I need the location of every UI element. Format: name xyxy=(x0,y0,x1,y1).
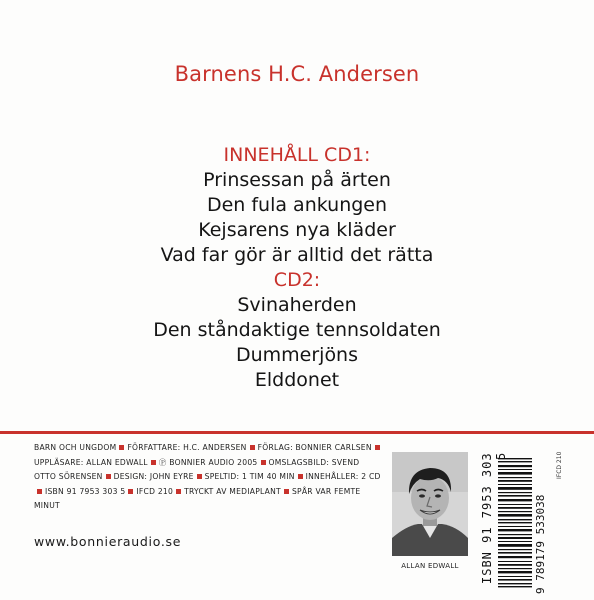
credit-item: ISBN 91 7953 303 5 xyxy=(45,486,126,496)
square-bullet-icon xyxy=(119,445,124,450)
track-item: Vad far gör är alltid det rätta xyxy=(160,244,434,266)
narrator-photo xyxy=(392,452,468,556)
credit-item: SPELTID: 1 TIM 40 MIN xyxy=(204,472,295,481)
album-title: Barnens H.C. Andersen xyxy=(174,62,420,86)
credit-item: DESIGN: JOHN EYRE xyxy=(113,472,194,481)
track-item: Den ståndaktige tennsoldaten xyxy=(153,319,441,341)
side-catalog-code: IFCD 210 xyxy=(556,452,563,480)
square-bullet-icon xyxy=(128,489,133,494)
square-bullet-icon xyxy=(106,474,111,479)
cd1-heading: INNEHÅLL CD1: xyxy=(223,144,371,166)
credit-item: FÖRFATTARE: H.C. ANDERSEN xyxy=(127,443,247,452)
credit-item: TRYCKT AV MEDIAPLANT xyxy=(184,486,281,496)
credit-item: OMSLAGSBILD: SVEND OTTO SÖRENSEN xyxy=(34,457,360,481)
website-url: www.bonnieraudio.se xyxy=(34,534,182,549)
credit-item: UPPLÄSARE: ALLAN EDWALL xyxy=(34,457,148,467)
red-divider xyxy=(0,431,594,434)
square-bullet-icon xyxy=(250,445,255,450)
credit-item: INNEHÅLLER: 2 CD xyxy=(305,472,381,481)
track-item: Kejsarens nya kläder xyxy=(198,219,396,241)
track-listing xyxy=(0,143,594,393)
portrait-image-icon xyxy=(392,452,468,556)
track-item: Prinsessan på ärten xyxy=(203,169,391,191)
square-bullet-icon xyxy=(284,489,289,494)
cd2-heading: CD2: xyxy=(273,269,321,291)
track-item: Svinaherden xyxy=(237,294,357,316)
square-bullet-icon xyxy=(176,489,181,494)
track-item: Elddonet xyxy=(254,369,340,391)
track-item: Dummerjöns xyxy=(235,344,359,366)
square-bullet-icon xyxy=(261,460,266,465)
barcode-number: 9 789179 533038 xyxy=(534,494,547,594)
isbn-label: ISBN 91 7953 303 5 xyxy=(480,452,508,584)
credit-item: Ⓟ BONNIER AUDIO 2005 xyxy=(158,457,258,467)
track-item: Den fula ankungen xyxy=(206,194,388,216)
square-bullet-icon xyxy=(37,489,42,494)
credit-item: BARN OCH UNGDOM xyxy=(34,443,117,452)
square-bullet-icon xyxy=(151,460,156,465)
credit-item: IFCD 210 xyxy=(136,486,174,496)
credit-item: SPÅR VAR FEMTE MINUT xyxy=(34,486,361,510)
square-bullet-icon xyxy=(197,474,202,479)
square-bullet-icon xyxy=(298,474,303,479)
credit-item: FÖRLAG: BONNIER CARLSEN xyxy=(257,443,372,452)
photo-caption: ALLAN EDWALL xyxy=(401,562,459,570)
credits-block xyxy=(34,441,384,514)
square-bullet-icon xyxy=(375,445,380,450)
